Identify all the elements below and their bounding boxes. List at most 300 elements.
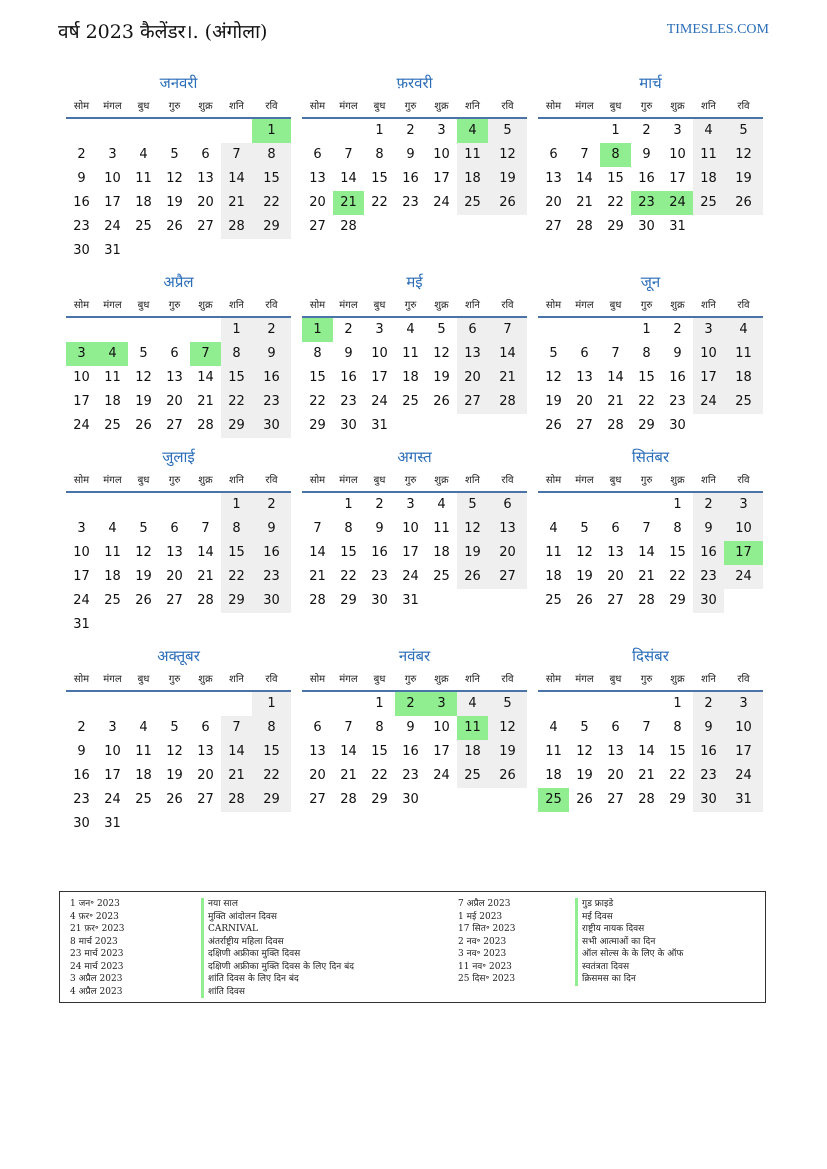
weekday-label: शुक्र xyxy=(434,300,449,311)
day-cell: 6 xyxy=(313,147,322,162)
day-grid xyxy=(538,493,763,613)
day-cell: 24 xyxy=(724,764,763,788)
holiday-name: दक्षिणी अफ्रीका मुक्ति दिवस के लिए दिन बंद xyxy=(201,961,354,974)
empty-cell xyxy=(97,318,128,342)
day-cell: 10 xyxy=(433,147,450,162)
day-cell: 29 xyxy=(221,589,252,613)
day-cell: 1 xyxy=(221,493,252,517)
day-cell: 14 xyxy=(340,744,357,759)
weekday-label: शुक्र xyxy=(670,475,685,486)
day-cell: 30 xyxy=(340,418,357,433)
holiday-name: नया साल xyxy=(201,898,354,911)
day-cell: 24 xyxy=(73,418,90,433)
weekday-label: रवि xyxy=(501,101,514,112)
day-cell: 18 xyxy=(693,167,724,191)
holiday-date: 2 नव॰ 2023 xyxy=(458,936,507,947)
day-grid xyxy=(66,119,291,263)
weekday-label: सोम xyxy=(545,101,562,112)
holiday-date: 17 सित॰ 2023 xyxy=(458,924,516,934)
weekday-label: रवि xyxy=(737,475,750,486)
weekday-label: सोम xyxy=(309,674,326,685)
day-cell: 25 xyxy=(693,191,724,215)
day-cell: 20 xyxy=(166,394,183,409)
day-cell: 28 xyxy=(221,788,252,812)
empty-cell xyxy=(426,215,457,239)
day-cell: 18 xyxy=(457,167,488,191)
day-cell: 25 xyxy=(104,418,121,433)
empty-cell xyxy=(159,239,190,263)
day-cell: 29 xyxy=(607,219,624,234)
day-cell: 12 xyxy=(433,346,450,361)
day-cell: 31 xyxy=(104,816,121,831)
day-cell: 15 xyxy=(221,541,252,565)
empty-cell xyxy=(190,318,221,342)
weekday-label: सोम xyxy=(545,475,562,486)
empty-cell xyxy=(395,414,426,438)
day-cell: 25 xyxy=(545,593,562,608)
day-cell: 17 xyxy=(73,569,90,584)
day-cell: 19 xyxy=(488,740,527,764)
weekday-label: शनि xyxy=(465,101,480,112)
empty-cell xyxy=(190,613,221,637)
day-cell: 23 xyxy=(73,219,90,234)
day-cell: 23 xyxy=(693,764,724,788)
day-cell: 10 xyxy=(433,720,450,735)
day-cell: 29 xyxy=(638,418,655,433)
day-cell: 26 xyxy=(135,593,152,608)
day-cell: 11 xyxy=(104,370,121,385)
day-cell: 23 xyxy=(73,792,90,807)
weekday-label: बुध xyxy=(137,101,150,112)
month-name: सितंबर xyxy=(631,448,670,466)
day-cell: 20 xyxy=(545,195,562,210)
weekday-header xyxy=(66,295,291,318)
empty-cell xyxy=(190,493,221,517)
day-cell: 21 xyxy=(197,569,214,584)
day-cell: 24 xyxy=(104,792,121,807)
month-name: जून xyxy=(640,273,661,291)
day-cell: 19 xyxy=(576,569,593,584)
day-cell: 15 xyxy=(669,545,686,560)
day-cell: 8 xyxy=(221,342,252,366)
day-cell: 4 xyxy=(108,521,117,536)
empty-cell xyxy=(333,692,364,716)
weekday-label: सोम xyxy=(309,101,326,112)
weekday-label: सोम xyxy=(73,101,90,112)
weekday-label: रवि xyxy=(501,674,514,685)
day-cell: 27 xyxy=(576,418,593,433)
day-cell: 4 xyxy=(457,119,488,143)
holiday-name: मुक्ति आंदोलन दिवस xyxy=(201,911,354,924)
day-cell: 13 xyxy=(607,545,624,560)
day-cell: 8 xyxy=(252,143,291,167)
empty-cell xyxy=(426,414,457,438)
day-cell: 18 xyxy=(402,370,419,385)
weekday-label: गुरु xyxy=(404,300,417,311)
day-cell: 30 xyxy=(693,788,724,812)
holiday-date: 3 नव॰ 2023 xyxy=(458,949,507,959)
day-cell: 21 xyxy=(638,569,655,584)
day-cell: 9 xyxy=(77,171,86,186)
weekday-label: गुरु xyxy=(404,475,417,486)
day-cell: 28 xyxy=(576,219,593,234)
day-cell: 1 xyxy=(302,318,333,342)
empty-cell xyxy=(221,613,252,637)
empty-cell xyxy=(221,119,252,143)
day-cell: 1 xyxy=(375,123,384,138)
day-cell: 6 xyxy=(549,147,558,162)
empty-cell xyxy=(190,119,221,143)
empty-cell xyxy=(66,692,97,716)
day-cell: 11 xyxy=(433,521,450,536)
holiday-names-right xyxy=(575,898,683,986)
day-grid xyxy=(302,318,527,438)
day-cell: 21 xyxy=(309,569,326,584)
weekday-label: मंगल xyxy=(339,300,358,311)
day-cell: 30 xyxy=(73,816,90,831)
empty-cell xyxy=(128,812,159,836)
day-cell: 9 xyxy=(406,720,415,735)
day-cell: 19 xyxy=(166,195,183,210)
month-name: अगस्त xyxy=(397,448,432,466)
month-calendar xyxy=(302,643,527,836)
day-cell: 10 xyxy=(724,716,763,740)
empty-cell xyxy=(252,812,291,836)
day-cell: 19 xyxy=(545,394,562,409)
holiday-date: 21 फ़र॰ 2023 xyxy=(70,924,125,934)
site-link[interactable]: TIMESLES.COM xyxy=(666,22,769,37)
day-cell: 29 xyxy=(669,792,686,807)
empty-cell xyxy=(569,692,600,716)
day-cell: 12 xyxy=(166,744,183,759)
day-cell: 6 xyxy=(611,521,620,536)
empty-cell xyxy=(252,613,291,637)
day-cell: 17 xyxy=(669,171,686,186)
day-cell: 20 xyxy=(457,366,488,390)
day-cell: 12 xyxy=(724,143,763,167)
day-cell: 25 xyxy=(135,219,152,234)
day-cell: 25 xyxy=(402,394,419,409)
month-calendar xyxy=(538,269,763,438)
day-cell: 27 xyxy=(607,593,624,608)
weekday-label: रवि xyxy=(501,300,514,311)
weekday-label: शनि xyxy=(701,475,716,486)
day-cell: 14 xyxy=(607,370,624,385)
weekday-header xyxy=(66,470,291,493)
day-cell: 17 xyxy=(433,744,450,759)
day-cell: 29 xyxy=(309,418,326,433)
day-cell: 18 xyxy=(545,569,562,584)
day-cell: 31 xyxy=(371,418,388,433)
day-cell: 26 xyxy=(488,764,527,788)
month-name: नवंबर xyxy=(398,647,431,665)
day-cell: 21 xyxy=(197,394,214,409)
empty-cell xyxy=(159,493,190,517)
day-cell: 5 xyxy=(580,720,589,735)
weekday-header xyxy=(538,295,763,318)
day-cell: 15 xyxy=(607,171,624,186)
day-cell: 4 xyxy=(457,692,488,716)
day-cell: 29 xyxy=(669,593,686,608)
day-cell: 18 xyxy=(457,740,488,764)
day-cell: 16 xyxy=(252,366,291,390)
day-cell: 3 xyxy=(108,147,117,162)
month-name: अक्तूबर xyxy=(157,647,200,665)
day-cell: 4 xyxy=(437,497,446,512)
day-cell: 3 xyxy=(426,692,457,716)
day-cell: 9 xyxy=(693,517,724,541)
day-cell: 28 xyxy=(221,215,252,239)
weekday-label: मंगल xyxy=(339,101,358,112)
day-cell: 3 xyxy=(406,497,415,512)
weekday-label: रवि xyxy=(265,674,278,685)
day-cell: 7 xyxy=(201,521,210,536)
day-cell: 8 xyxy=(673,521,682,536)
day-cell: 7 xyxy=(488,318,527,342)
day-cell: 8 xyxy=(673,720,682,735)
day-cell: 27 xyxy=(166,593,183,608)
day-cell: 23 xyxy=(669,394,686,409)
day-cell: 2 xyxy=(395,692,426,716)
day-cell: 15 xyxy=(309,370,326,385)
weekday-label: रवि xyxy=(265,101,278,112)
day-cell: 26 xyxy=(457,565,488,589)
day-cell: 2 xyxy=(375,497,384,512)
day-cell: 6 xyxy=(580,346,589,361)
holiday-date: 4 फ़र॰ 2023 xyxy=(70,911,119,922)
day-cell: 26 xyxy=(724,191,763,215)
empty-cell xyxy=(631,692,662,716)
day-grid xyxy=(538,119,763,239)
day-grid xyxy=(66,318,291,438)
day-cell: 11 xyxy=(104,545,121,560)
empty-cell xyxy=(302,119,333,143)
day-cell: 11 xyxy=(402,346,419,361)
day-cell: 15 xyxy=(371,171,388,186)
weekday-label: मंगल xyxy=(575,300,594,311)
day-cell: 15 xyxy=(669,744,686,759)
month-calendar xyxy=(538,444,763,637)
day-cell: 14 xyxy=(309,545,326,560)
day-cell: 28 xyxy=(607,418,624,433)
weekday-label: शनि xyxy=(229,475,244,486)
day-cell: 27 xyxy=(197,219,214,234)
day-cell: 12 xyxy=(576,545,593,560)
weekday-label: शनि xyxy=(701,674,716,685)
day-cell: 24 xyxy=(402,569,419,584)
day-grid xyxy=(302,692,527,812)
weekday-label: शुक्र xyxy=(670,674,685,685)
holiday-date: 1 मई 2023 xyxy=(458,911,503,922)
weekday-label: गुरु xyxy=(168,674,181,685)
day-cell: 20 xyxy=(309,195,326,210)
day-cell: 6 xyxy=(201,147,210,162)
holiday-list xyxy=(59,891,766,1003)
day-cell: 2 xyxy=(693,692,724,716)
holiday-names-left xyxy=(201,898,354,998)
weekday-label: सोम xyxy=(545,300,562,311)
day-cell: 16 xyxy=(252,541,291,565)
day-cell: 13 xyxy=(309,171,326,186)
day-cell: 28 xyxy=(488,390,527,414)
day-cell: 7 xyxy=(221,143,252,167)
day-cell: 3 xyxy=(724,493,763,517)
day-cell: 7 xyxy=(611,346,620,361)
day-cell: 6 xyxy=(488,493,527,517)
day-cell: 19 xyxy=(433,370,450,385)
weekday-header xyxy=(302,295,527,318)
empty-cell xyxy=(569,318,600,342)
empty-cell xyxy=(488,414,527,438)
empty-cell xyxy=(600,692,631,716)
holiday-dates-left xyxy=(70,898,125,998)
holiday-name: गुड फ्राइडे xyxy=(575,898,683,911)
weekday-label: बुध xyxy=(373,475,386,486)
holiday-date: 3 अप्रैल 2023 xyxy=(70,974,123,984)
weekday-label: गुरु xyxy=(640,101,653,112)
day-cell: 2 xyxy=(673,322,682,337)
month-calendar xyxy=(538,70,763,263)
empty-cell xyxy=(364,215,395,239)
weekday-label: सोम xyxy=(309,300,326,311)
day-cell: 29 xyxy=(221,414,252,438)
holiday-name: स्वतंत्रता दिवस xyxy=(575,961,683,974)
day-cell: 28 xyxy=(309,593,326,608)
day-cell: 17 xyxy=(402,545,419,560)
day-cell: 24 xyxy=(433,768,450,783)
day-cell: 20 xyxy=(309,768,326,783)
day-cell: 19 xyxy=(724,167,763,191)
day-cell: 4 xyxy=(139,147,148,162)
day-cell: 2 xyxy=(406,123,415,138)
weekday-header xyxy=(302,669,527,692)
weekday-label: मंगल xyxy=(339,475,358,486)
day-cell: 3 xyxy=(77,521,86,536)
day-cell: 1 xyxy=(673,497,682,512)
day-cell: 15 xyxy=(638,370,655,385)
empty-cell xyxy=(724,414,763,438)
day-cell: 24 xyxy=(371,394,388,409)
day-cell: 5 xyxy=(139,521,148,536)
day-cell: 11 xyxy=(457,143,488,167)
day-cell: 4 xyxy=(549,521,558,536)
day-cell: 5 xyxy=(170,720,179,735)
day-cell: 22 xyxy=(340,569,357,584)
day-cell: 25 xyxy=(433,569,450,584)
day-cell: 1 xyxy=(344,497,353,512)
day-cell: 1 xyxy=(252,119,291,143)
weekday-label: बुध xyxy=(373,300,386,311)
empty-cell xyxy=(600,318,631,342)
day-cell: 17 xyxy=(73,394,90,409)
day-cell: 25 xyxy=(104,593,121,608)
empty-cell xyxy=(457,589,488,613)
day-cell: 2 xyxy=(642,123,651,138)
day-cell: 18 xyxy=(724,366,763,390)
day-cell: 21 xyxy=(221,191,252,215)
day-cell: 4 xyxy=(693,119,724,143)
day-cell: 2 xyxy=(77,720,86,735)
empty-cell xyxy=(457,215,488,239)
empty-cell xyxy=(221,812,252,836)
day-cell: 17 xyxy=(433,171,450,186)
day-cell: 14 xyxy=(197,370,214,385)
day-cell: 18 xyxy=(135,768,152,783)
holiday-date: 11 नव॰ 2023 xyxy=(458,961,512,972)
weekday-label: सोम xyxy=(73,674,90,685)
day-cell: 16 xyxy=(693,541,724,565)
day-cell: 28 xyxy=(638,593,655,608)
day-cell: 9 xyxy=(77,744,86,759)
empty-cell xyxy=(128,613,159,637)
month-name: जनवरी xyxy=(159,74,198,92)
holiday-name: शांति दिवस xyxy=(201,986,354,999)
day-cell: 18 xyxy=(545,768,562,783)
weekday-header xyxy=(538,96,763,119)
day-cell: 19 xyxy=(576,768,593,783)
day-cell: 2 xyxy=(77,147,86,162)
day-cell: 17 xyxy=(724,740,763,764)
holiday-date: 23 मार्च 2023 xyxy=(70,949,124,959)
day-cell: 2 xyxy=(344,322,353,337)
empty-cell xyxy=(569,493,600,517)
day-cell: 2 xyxy=(252,493,291,517)
day-cell: 11 xyxy=(135,744,152,759)
weekday-label: सोम xyxy=(545,674,562,685)
holiday-name: CARNIVAL xyxy=(201,923,354,936)
weekday-header xyxy=(66,669,291,692)
day-cell: 21 xyxy=(221,764,252,788)
empty-cell xyxy=(252,239,291,263)
empty-cell xyxy=(457,788,488,812)
day-cell: 7 xyxy=(190,342,221,366)
day-cell: 9 xyxy=(693,716,724,740)
day-cell: 22 xyxy=(221,565,252,589)
day-cell: 18 xyxy=(104,394,121,409)
day-cell: 27 xyxy=(545,219,562,234)
day-cell: 6 xyxy=(457,318,488,342)
empty-cell xyxy=(97,493,128,517)
day-cell: 4 xyxy=(406,322,415,337)
empty-cell xyxy=(66,318,97,342)
day-grid xyxy=(66,493,291,637)
day-cell: 9 xyxy=(673,346,682,361)
day-cell: 9 xyxy=(406,147,415,162)
day-cell: 27 xyxy=(607,792,624,807)
weekday-label: रवि xyxy=(737,674,750,685)
weekday-label: गुरु xyxy=(404,674,417,685)
day-cell: 11 xyxy=(545,744,562,759)
empty-cell xyxy=(457,414,488,438)
day-cell: 24 xyxy=(433,195,450,210)
empty-cell xyxy=(600,493,631,517)
day-cell: 4 xyxy=(139,720,148,735)
weekday-label: शुक्र xyxy=(434,101,449,112)
day-cell: 31 xyxy=(669,219,686,234)
day-cell: 16 xyxy=(402,171,419,186)
day-cell: 5 xyxy=(724,119,763,143)
day-cell: 19 xyxy=(457,541,488,565)
weekday-header xyxy=(302,470,527,493)
day-cell: 6 xyxy=(170,346,179,361)
day-cell: 20 xyxy=(166,569,183,584)
day-cell: 8 xyxy=(313,346,322,361)
month-calendar xyxy=(302,70,527,263)
weekday-label: शुक्र xyxy=(670,300,685,311)
month-calendar xyxy=(66,70,291,263)
day-cell: 2 xyxy=(252,318,291,342)
empty-cell xyxy=(333,119,364,143)
